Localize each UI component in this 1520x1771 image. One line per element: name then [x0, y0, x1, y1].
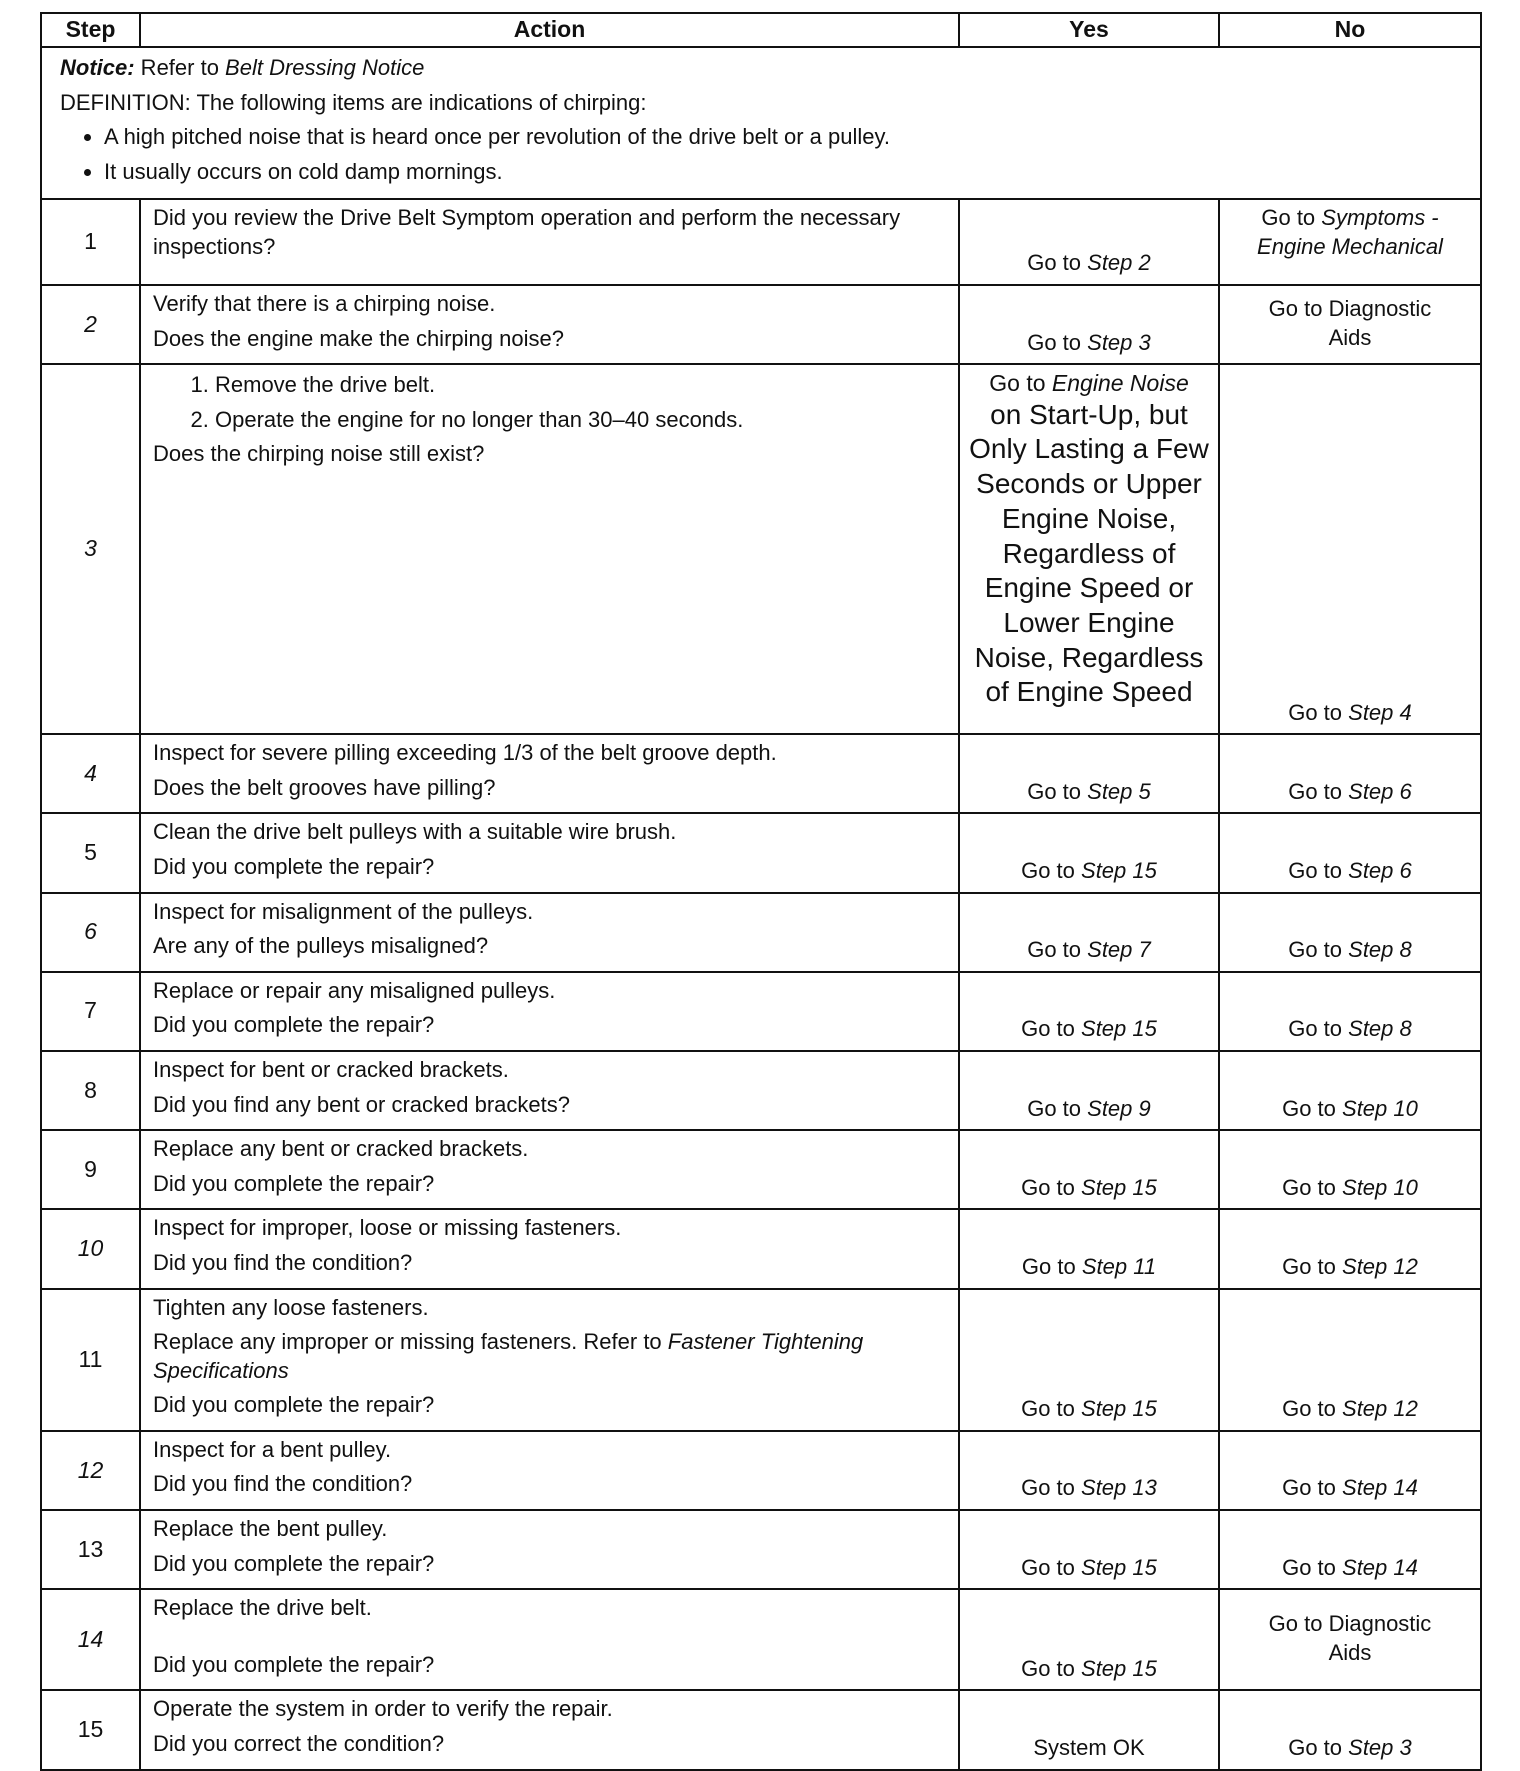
action-question: Did you complete the repair?: [153, 1012, 435, 1038]
action-cell: [140, 1209, 959, 1288]
yes-step-ref: 7: [1138, 937, 1151, 963]
yes-cell: [959, 893, 1219, 972]
intro-cell: [41, 47, 1481, 199]
step-word: Step: [1087, 778, 1133, 804]
step-number: 6: [41, 893, 140, 972]
step-word: Step: [1081, 1016, 1127, 1042]
yes-cell: [959, 1130, 1219, 1209]
action-cell: [140, 199, 959, 285]
action-text: Clean the drive belt pulleys with a suitable wire brush.: [153, 819, 677, 845]
yes-cell: [959, 972, 1219, 1051]
yes-step-ref: 2: [1138, 250, 1151, 276]
action-question: Does the chirping noise still exist?: [153, 441, 485, 467]
table-row: [41, 1510, 1481, 1589]
yes-cell: [959, 1431, 1219, 1510]
step-word: Step: [1348, 1016, 1394, 1042]
table-row: [41, 1589, 1481, 1690]
no-cell: [1219, 285, 1481, 364]
action-text: Replace the drive belt.: [153, 1595, 372, 1621]
table-row: [41, 285, 1481, 364]
go-to-text: Go to: [1027, 937, 1088, 963]
no-cell: [1219, 972, 1481, 1051]
diagnostic-table-sheet: [40, 12, 1480, 1771]
notice-label: Notice:: [60, 55, 135, 80]
no-step-ref: 4: [1399, 699, 1412, 725]
no-reference: Symptoms - Engine Mechanical: [1257, 205, 1443, 259]
go-to-text: Go to: [1021, 1554, 1082, 1580]
go-to-text: Go to: [1282, 1396, 1343, 1422]
action-text: Replace any bent or cracked brackets.: [153, 1136, 529, 1162]
step-number: 3: [41, 364, 140, 734]
table-row: [41, 1209, 1481, 1288]
header-yes: Yes: [959, 13, 1219, 47]
definition-text: DEFINITION: The following items are indications of chirping:: [60, 89, 647, 115]
action-question: Did you find any bent or cracked brackets?: [153, 1091, 571, 1117]
go-to-text: Go to: [1282, 1253, 1343, 1279]
no-cell: [1219, 1690, 1481, 1769]
step-number: 14: [41, 1589, 140, 1690]
yes-step-ref: 11: [1133, 1253, 1157, 1279]
no-cell: [1219, 1431, 1481, 1510]
step-number: 1: [41, 199, 140, 285]
go-to-text: Go to: [1027, 778, 1088, 804]
step-word: Step: [1342, 1554, 1388, 1580]
action-cell: [140, 1051, 959, 1130]
header-step: Step: [41, 13, 140, 47]
no-cell: [1219, 734, 1481, 813]
no-step-ref: 12: [1393, 1396, 1418, 1422]
yes-step-ref: 5: [1138, 778, 1151, 804]
action-cell: [140, 285, 959, 364]
go-to-text: Go to: [1027, 250, 1088, 276]
step-number: 15: [41, 1690, 140, 1769]
action-text: Inspect for improper, loose or missing fasteners.: [153, 1215, 622, 1241]
table-row: [41, 199, 1481, 285]
go-to-text: Go to: [1288, 1016, 1349, 1042]
table-row: [41, 1431, 1481, 1510]
go-to-text: Go to: [1021, 1016, 1082, 1042]
go-to-text: Go to: [1288, 699, 1349, 725]
substep-item: 2. Operate the engine for no longer than 30–40 seconds.: [215, 406, 946, 435]
action-text: Inspect for a bent pulley.: [153, 1436, 392, 1462]
action-question: Does the engine make the chirping noise?: [153, 325, 564, 351]
table-row: [41, 972, 1481, 1051]
no-text: Go to Diagnostic Aids: [1268, 296, 1432, 350]
no-go-to: Go to: [1261, 205, 1322, 230]
go-to-text: Go to: [1282, 1095, 1343, 1121]
no-step-ref: 10: [1393, 1095, 1418, 1121]
step-number: 5: [41, 813, 140, 892]
no-cell: [1219, 1510, 1481, 1589]
go-to-text: Go to: [1027, 1095, 1088, 1121]
go-to-text: Go to: [1288, 857, 1349, 883]
no-text: Go to Diagnostic Aids: [1268, 1611, 1432, 1665]
no-cell: [1219, 1289, 1481, 1431]
step-word: Step: [1348, 857, 1394, 883]
action-cell: [140, 364, 959, 734]
no-step-ref: 14: [1393, 1554, 1418, 1580]
notice-reference: Belt Dressing Notice: [225, 55, 425, 80]
yes-cell: [959, 364, 1219, 734]
table-row: [41, 1051, 1481, 1130]
notice-line: [60, 54, 1466, 83]
step-number: 4: [41, 734, 140, 813]
yes-step-ref: 15: [1132, 1174, 1157, 1200]
yes-step-ref: 15: [1132, 1396, 1157, 1422]
table-row: [41, 893, 1481, 972]
step-word: Step: [1081, 1253, 1128, 1279]
yes-cell: [959, 813, 1219, 892]
action-question: Did you find the condition?: [153, 1249, 413, 1275]
action-text: Inspect for severe pilling exceeding 1/3 of the belt groove depth.: [153, 740, 777, 766]
no-step-ref: 12: [1393, 1253, 1418, 1279]
action-cell: [140, 1431, 959, 1510]
table-row: [41, 1690, 1481, 1769]
action-text: Inspect for bent or cracked brackets.: [153, 1056, 509, 1082]
intro-row: [41, 47, 1481, 199]
action-text: Tighten any loose fasteners.: [153, 1294, 429, 1320]
chirping-diagnostic-table: [40, 12, 1482, 1771]
go-to-text: Go to: [1282, 1475, 1343, 1501]
go-to-text: Go to: [1282, 1554, 1343, 1580]
header-row: [41, 13, 1481, 47]
yes-step-ref: 15: [1132, 1655, 1157, 1681]
no-step-ref: 6: [1399, 778, 1412, 804]
action-question: Did you find the condition?: [153, 1471, 413, 1497]
action-text: Replace or repair any misaligned pulleys.: [153, 977, 556, 1003]
step-word: Step: [1087, 250, 1133, 276]
action-reference: Fastener Tightening Specifications: [153, 1329, 864, 1383]
yes-cell: [959, 1690, 1219, 1769]
yes-reference-rest: on Start-Up, but Only Lasting a Few Seconds or Upper Engine Noise, Regardless of Engine Speed or Lower Engine Noise, Regardless of Engine Speed: [969, 398, 1209, 708]
step-number: 10: [41, 1209, 140, 1288]
go-to-text: Go to: [1288, 937, 1349, 963]
go-to-text: Go to: [1021, 1396, 1082, 1422]
action-question: Does the belt grooves have pilling?: [153, 774, 496, 800]
action-question: Did you correct the condition?: [153, 1731, 445, 1757]
no-cell: [1219, 364, 1481, 734]
step-word: Step: [1342, 1396, 1388, 1422]
step-word: Step: [1348, 778, 1394, 804]
no-cell: [1219, 1589, 1481, 1690]
yes-cell: [959, 1051, 1219, 1130]
step-word: Step: [1087, 329, 1133, 355]
definition-bullets: [60, 123, 1466, 186]
action-question: Did you complete the repair?: [153, 1651, 435, 1677]
step-number: 9: [41, 1130, 140, 1209]
yes-step-ref: 15: [1132, 1016, 1157, 1042]
yes-cell: [959, 1510, 1219, 1589]
header-action: Action: [140, 13, 959, 47]
action-text: Replace the bent pulley.: [153, 1516, 388, 1542]
yes-cell: [959, 1209, 1219, 1288]
action-reference-line: [153, 1328, 946, 1385]
go-to-text: Go to: [1288, 1735, 1349, 1761]
no-step-ref: 6: [1399, 857, 1412, 883]
step-number: 12: [41, 1431, 140, 1510]
action-cell: [140, 1510, 959, 1589]
action-text: Verify that there is a chirping noise.: [153, 291, 496, 316]
yes-cell: [959, 285, 1219, 364]
step-word: Step: [1342, 1095, 1388, 1121]
action-cell: [140, 1690, 959, 1769]
no-cell: [1219, 893, 1481, 972]
yes-cell: [959, 1589, 1219, 1690]
action-cell: [140, 972, 959, 1051]
yes-cell: [959, 734, 1219, 813]
substep-item: 1. Remove the drive belt.: [215, 371, 946, 400]
step-number: 8: [41, 1051, 140, 1130]
action-question: Are any of the pulleys misaligned?: [153, 933, 489, 959]
yes-step-ref: 13: [1132, 1475, 1157, 1501]
step-word: Step: [1081, 1475, 1127, 1501]
go-to-text: Go to: [1282, 1174, 1343, 1200]
no-cell: [1219, 199, 1481, 285]
no-step-ref: 10: [1393, 1174, 1418, 1200]
no-step-ref: 3: [1399, 1735, 1412, 1761]
no-step-ref: 14: [1393, 1475, 1418, 1501]
definition-bullet: • A high pitched noise that is heard once per revolution of the drive belt or a pulley.: [104, 123, 1466, 152]
yes-step-ref: 9: [1138, 1095, 1151, 1121]
action-cell: [140, 1130, 959, 1209]
action-cell: [140, 734, 959, 813]
yes-go-to: Go to: [989, 370, 1052, 397]
step-word: Step: [1081, 1554, 1127, 1580]
no-cell: [1219, 1051, 1481, 1130]
step-word: Step: [1342, 1475, 1388, 1501]
action-question: Did you complete the repair?: [153, 853, 435, 879]
go-to-text: Go to: [1021, 1253, 1082, 1279]
yes-step-ref: 15: [1132, 1554, 1157, 1580]
no-cell: [1219, 1209, 1481, 1288]
header-no: No: [1219, 13, 1481, 47]
yes-reference: Engine Noise: [1051, 370, 1189, 397]
action-question: Did you complete the repair?: [153, 1170, 435, 1196]
notice-text: Refer to: [134, 55, 226, 80]
no-step-ref: 8: [1399, 1016, 1412, 1042]
yes-cell: [959, 199, 1219, 285]
go-to-text: Go to: [1021, 1174, 1082, 1200]
table-row: [41, 1130, 1481, 1209]
step-number: 13: [41, 1510, 140, 1589]
no-step-ref: 8: [1399, 937, 1412, 963]
substep-list: [153, 371, 946, 434]
table-row: [41, 734, 1481, 813]
action-text: Did you review the Drive Belt Symptom operation and perform the necessary inspections?: [153, 205, 901, 259]
table-row: [41, 813, 1481, 892]
action-text: Operate the system in order to verify the repair.: [153, 1696, 613, 1722]
action-question: Did you complete the repair?: [153, 1550, 435, 1576]
yes-step-ref: 3: [1138, 329, 1151, 355]
definition-bullet: • It usually occurs on cold damp mornings.: [104, 158, 1466, 187]
step-word: Step: [1342, 1174, 1388, 1200]
yes-text: System OK: [1033, 1735, 1145, 1761]
action-cell: [140, 813, 959, 892]
step-word: Step: [1348, 1735, 1394, 1761]
go-to-text: Go to: [1021, 857, 1082, 883]
step-word: Step: [1081, 1655, 1127, 1681]
action-cell: [140, 1589, 959, 1690]
step-number: 2: [41, 285, 140, 364]
step-word: Step: [1087, 937, 1133, 963]
action-text: Inspect for misalignment of the pulleys.: [153, 898, 534, 924]
step-word: Step: [1348, 699, 1394, 725]
step-word: Step: [1081, 1174, 1127, 1200]
go-to-text: Go to: [1021, 1475, 1082, 1501]
table-row: [41, 364, 1481, 734]
go-to-text: Go to: [1021, 1655, 1082, 1681]
go-to-text: Go to: [1288, 778, 1349, 804]
step-word: Step: [1081, 1396, 1127, 1422]
step-word: Step: [1081, 857, 1127, 883]
action-reference-text: Replace any improper or missing fasteners. Refer to: [153, 1329, 668, 1355]
go-to-text: Go to: [1027, 329, 1088, 355]
step-word: Step: [1342, 1253, 1388, 1279]
step-number: 7: [41, 972, 140, 1051]
yes-step-ref: 15: [1132, 857, 1157, 883]
step-word: Step: [1087, 1095, 1133, 1121]
yes-cell: [959, 1289, 1219, 1431]
action-cell: [140, 1289, 959, 1431]
no-cell: [1219, 1130, 1481, 1209]
action-cell: [140, 893, 959, 972]
action-question: Did you complete the repair?: [153, 1392, 435, 1418]
no-cell: [1219, 813, 1481, 892]
table-row: [41, 1289, 1481, 1431]
step-word: Step: [1348, 937, 1394, 963]
step-number: 11: [41, 1289, 140, 1431]
